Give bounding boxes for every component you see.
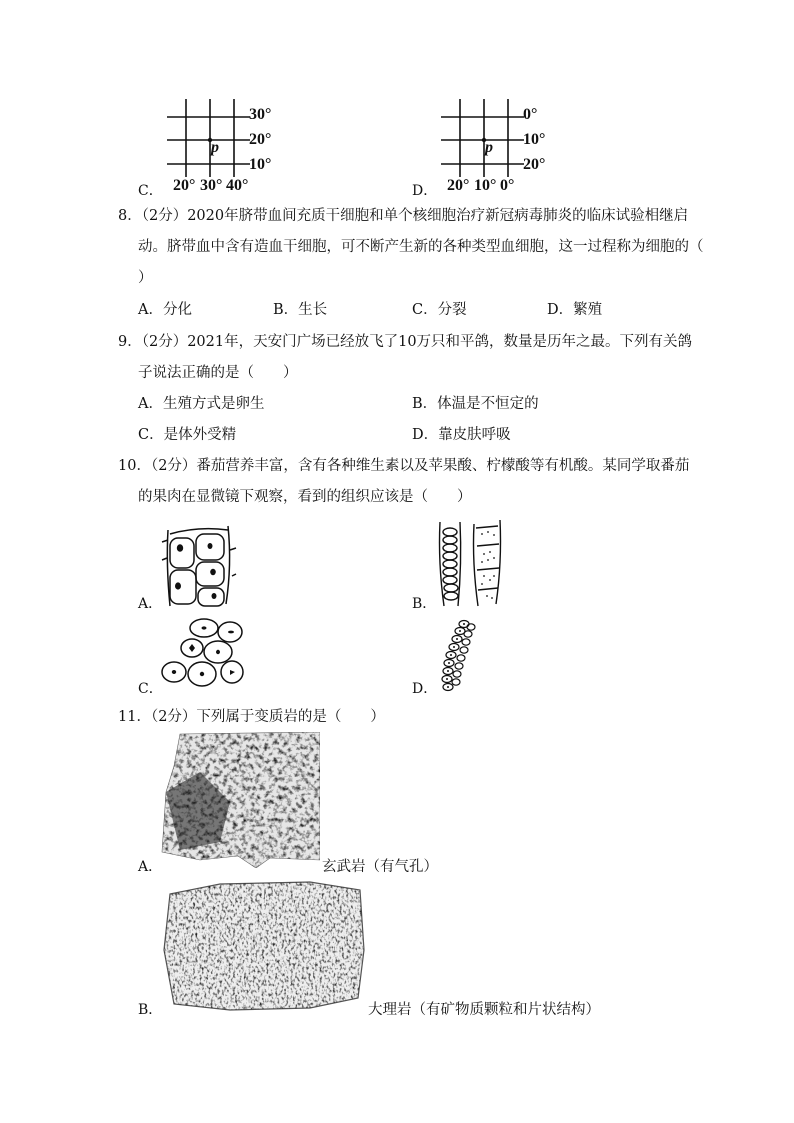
q9-option-d: D．靠皮肤呼吸 xyxy=(412,427,511,443)
long-label-right: 0° xyxy=(500,177,515,194)
option-letter: C． xyxy=(138,183,163,199)
q9-stem-line-1: 9．（2分）2021年，天安门广场已经放飞了10万只和平鸽，数量是历年之最。下列有关鸽 xyxy=(118,334,693,350)
q7-option-c xyxy=(138,95,288,200)
q8-stem-line-2: 动。脐带血中含有造血干细胞，可不断产生新的各种类型血细胞，这一过程称为细胞的（ xyxy=(138,239,704,255)
lat-label-top: 30° xyxy=(249,106,272,123)
epithelial-chain-illustration xyxy=(438,618,478,698)
q9-stem-line-2: 子说法正确的是（ ） xyxy=(138,365,298,381)
epidermal-cells-illustration xyxy=(158,520,238,610)
q8-option-a: A．分化 xyxy=(138,302,192,318)
q11-option-a-caption: 玄武岩（有气孔） xyxy=(322,859,438,875)
lat-label-bottom: 20° xyxy=(523,156,546,173)
point-label: p xyxy=(211,139,219,156)
q9-option-a: A．生殖方式是卵生 xyxy=(138,396,265,412)
q8-option-b: B．生长 xyxy=(273,302,328,318)
q8-stem-line-3: ） xyxy=(138,270,153,286)
marble-rock-photo xyxy=(160,880,366,1012)
q7-option-d xyxy=(412,95,562,200)
q10-option-b-letter: B． xyxy=(412,596,437,612)
long-label-left: 20° xyxy=(173,177,196,194)
q8-option-c: C．分裂 xyxy=(412,302,467,318)
q8-stem-line-1: 8．（2分）2020年脐带血间充质干细胞和单个核细胞治疗新冠病毒肺炎的临床试验相继启 xyxy=(118,208,689,224)
q9-option-b: B．体温是不恒定的 xyxy=(412,396,539,412)
long-label-left: 20° xyxy=(447,177,470,194)
q10-option-a-letter: A． xyxy=(138,596,163,612)
lat-label-mid: 20° xyxy=(249,131,272,148)
long-label-right: 40° xyxy=(226,177,249,194)
q9-option-c: C．是体外受精 xyxy=(138,427,237,443)
point-label: p xyxy=(485,139,493,156)
q10-option-d-letter: D． xyxy=(412,681,438,697)
long-label-mid: 10° xyxy=(474,177,497,194)
q10-stem-line-2: 的果肉在显微镜下观察，看到的组织应该是（ ） xyxy=(138,489,472,505)
lat-label-bottom: 10° xyxy=(249,156,272,173)
lat-label-top: 0° xyxy=(523,106,538,123)
q11-option-b-caption: 大理岩（有矿物质颗粒和片状结构） xyxy=(368,1002,600,1018)
q11-option-a-letter: A． xyxy=(138,859,163,875)
long-label-mid: 30° xyxy=(200,177,223,194)
q8-option-d: D．繁殖 xyxy=(547,302,603,318)
q10-option-c-letter: C． xyxy=(138,681,163,697)
q11-option-b-letter: B． xyxy=(138,1002,163,1018)
basalt-rock-photo xyxy=(160,732,320,868)
q10-stem-line-1: 10．（2分）番茄营养丰富，含有各种维生素以及苹果酸、柠檬酸等有机酸。某同学取番茄 xyxy=(118,458,690,474)
parenchyma-cells-illustration xyxy=(158,614,248,694)
conducting-tissue-illustration xyxy=(432,518,512,608)
lat-label-mid: 10° xyxy=(523,131,546,148)
option-letter: D． xyxy=(412,183,438,199)
q11-stem-line-1: 11．（2分）下列属于变质岩的是（ ） xyxy=(118,709,385,725)
